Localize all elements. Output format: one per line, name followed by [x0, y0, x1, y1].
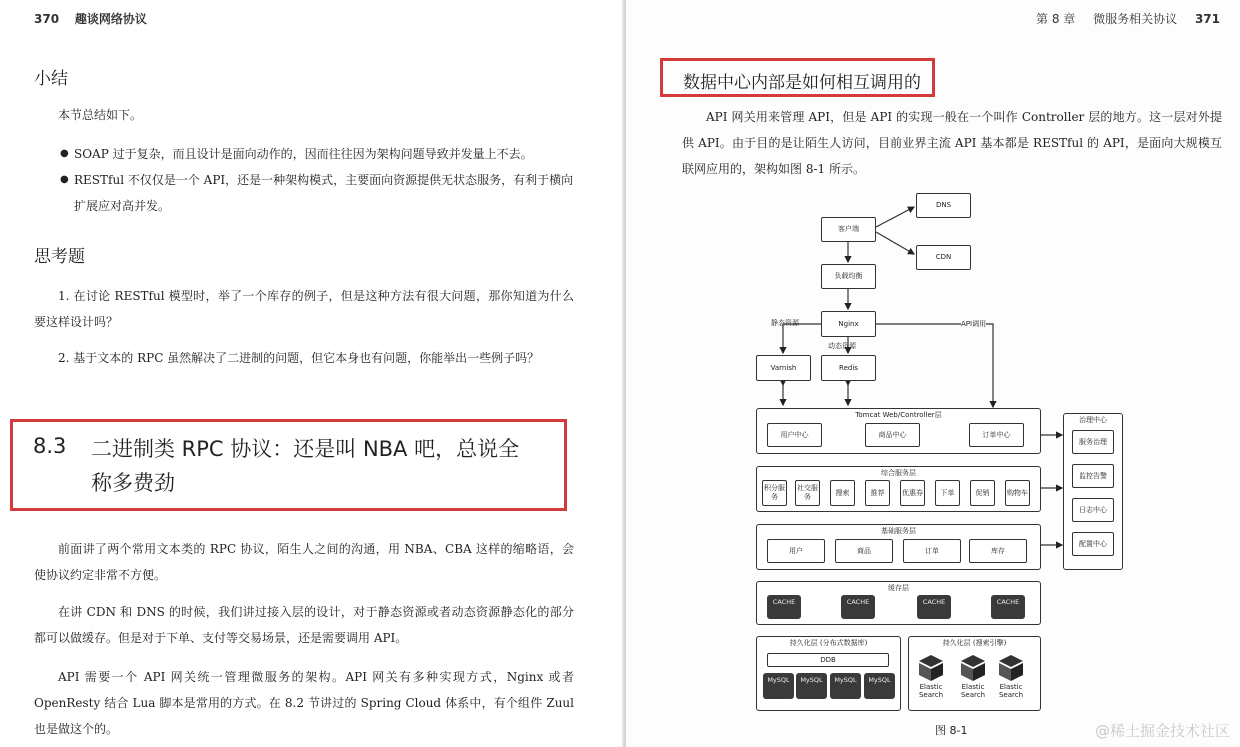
ddb-node: DDB: [767, 653, 889, 667]
mysql-node: MySQL: [796, 673, 827, 699]
body-paragraph: 在讲 CDN 和 DNS 的时候，我们讲过接入层的设计，对于静态资源或者动态资源静态化的部分都可以做缓存。但是对于下单、支付等交易场景，还是需要调用 API。: [34, 605, 574, 645]
body-paragraph: API 需要一个 API 网关统一管理微服务的架构。API 网关有多种实现方式，Nginx 或者 OpenResty 结合 Lua 脚本是常用的方式。在 8.2 节讲过的 Spring Cloud 体系中，有个组件 Zuul 也是做这个的。: [34, 670, 574, 736]
dns-node: DNS: [916, 193, 971, 218]
section-title: 二进制类 RPC 协议：还是叫 NBA 吧，总说全 称多费劲: [91, 437, 520, 495]
figure-caption: 图 8-1: [935, 724, 968, 737]
section-highlight-box: [10, 419, 567, 511]
chapter-number: 第 8 章: [1036, 12, 1076, 26]
governance-item: 服务治理: [1072, 430, 1114, 454]
cache-layer: [756, 581, 1041, 625]
composite-service-layer: [756, 466, 1041, 512]
basic-item: 商品: [835, 539, 893, 563]
tomcat-layer-label: Tomcat Web/Controller层: [855, 411, 942, 419]
composite-item: 优惠券: [900, 480, 925, 506]
right-page-number: 371: [1194, 12, 1220, 26]
questions-heading: 思考题: [34, 247, 85, 267]
load-balancer-node: 负载均衡: [821, 264, 876, 289]
redis-node: Redis: [821, 355, 876, 381]
architecture-diagram: [766, 185, 1206, 715]
user-center-node: 用户中心: [767, 423, 822, 447]
client-node: 客户端: [821, 217, 876, 242]
mysql-node: MySQL: [763, 673, 794, 699]
basic-item: 库存: [969, 539, 1027, 563]
composite-item: 促销: [970, 480, 995, 506]
summary-heading: 小结: [34, 69, 68, 89]
elastic-search-label: Elastic Search: [998, 683, 1024, 699]
cache-node: CACHE: [917, 595, 951, 619]
right-page: [626, 0, 1240, 747]
cdn-node: CDN: [916, 245, 971, 270]
governance-item: 监控告警: [1072, 464, 1114, 488]
varnish-node: Varnish: [756, 355, 811, 381]
composite-item: 下单: [935, 480, 960, 506]
question-item: 1. 在讨论 RESTful 模型时，举了一个库存的例子，但是这种方法有很大问题，那你知道为什么要这样设计吗？: [34, 289, 574, 329]
cache-node: CACHE: [991, 595, 1025, 619]
composite-item: 积分服务: [762, 480, 787, 506]
cache-layer-label: 缓存层: [888, 584, 909, 592]
cache-node: CACHE: [841, 595, 875, 619]
watermark: @稀土掘金技术社区: [1094, 722, 1230, 740]
composite-item: 推荐: [865, 480, 890, 506]
persistence-search-layer: [908, 636, 1041, 711]
summary-intro: 本节总结如下。: [58, 108, 143, 122]
left-book-title: 趣谈网络协议: [74, 12, 147, 26]
order-center-node: 订单中心: [969, 423, 1024, 447]
dynamic-resource-label: 动态资源: [828, 342, 856, 350]
heading-highlight-box: [660, 58, 935, 97]
persistence-db-layer: [756, 636, 901, 711]
basic-service-layer: [756, 524, 1041, 570]
body-paragraph: 前面讲了两个常用文本类的 RPC 协议，陌生人之间的沟通，用 NBA、CBA 这样的缩略语，会使协议约定非常不方便。: [34, 542, 574, 582]
cache-node: CACHE: [767, 595, 801, 619]
governance-center: [1063, 413, 1123, 570]
question-item: 2. 基于文本的 RPC 虽然解决了二进制的问题，但它本身也有问题，你能举出一些例子吗？: [58, 351, 540, 365]
basic-layer-label: 基础服务层: [881, 527, 916, 535]
right-page-header: [1036, 10, 1220, 27]
tomcat-layer: [756, 408, 1041, 454]
chapter-title: 微服务相关协议: [1093, 12, 1178, 26]
static-resource-label: 静态资源: [771, 319, 799, 327]
governance-label: 治理中心: [1079, 416, 1107, 424]
api-call-label: API调用: [961, 320, 987, 328]
basic-item: 订单: [903, 539, 961, 563]
right-paragraph: API 网关用来管理 API，但是 API 的实现一般在一个叫作 Controller 层的地方。这一层对外提供 API。由于目的是让陌生人访问，目前业界主流 API 基本都是 RESTful 的 API，是面向大规模互联网应用的，架构如图 8-1 所示。: [682, 110, 1222, 176]
basic-item: 用户: [767, 539, 825, 563]
composite-item: 购物车: [1005, 480, 1030, 506]
governance-item: 配置中心: [1072, 532, 1114, 556]
summary-bullet: ● SOAP 过于复杂，而且设计是面向动作的，因而往往因为架构问题导致并发量上不去。: [74, 141, 574, 167]
elastic-search-label: Elastic Search: [918, 683, 944, 699]
composite-layer-label: 综合服务层: [881, 469, 916, 477]
left-page-number: 370: [34, 12, 60, 26]
bullet-dot-icon: ●: [60, 174, 69, 185]
governance-item: 日志中心: [1072, 498, 1114, 522]
elastic-search-label: Elastic Search: [960, 683, 986, 699]
mysql-node: MySQL: [864, 673, 895, 699]
right-heading: 数据中心内部是如何相互调用的: [683, 73, 921, 93]
summary-bullet: ● RESTful 不仅仅是一个 API，还是一种架构模式，主要面向资源提供无状态服务，有利于横向扩展应对高并发。: [74, 167, 574, 219]
mysql-node: MySQL: [830, 673, 861, 699]
persistence-db-label: 持久化层 (分布式数据库): [789, 639, 868, 647]
nginx-node: Nginx: [821, 311, 876, 337]
persistence-search-label: 持久化层 (搜索引擎): [942, 639, 1007, 647]
composite-item: 社交服务: [795, 480, 820, 506]
composite-item: 搜索: [830, 480, 855, 506]
bullet-dot-icon: ●: [60, 148, 69, 159]
product-center-node: 商品中心: [865, 423, 920, 447]
section-number: 8.3: [33, 434, 67, 458]
left-page-header: [34, 10, 147, 27]
